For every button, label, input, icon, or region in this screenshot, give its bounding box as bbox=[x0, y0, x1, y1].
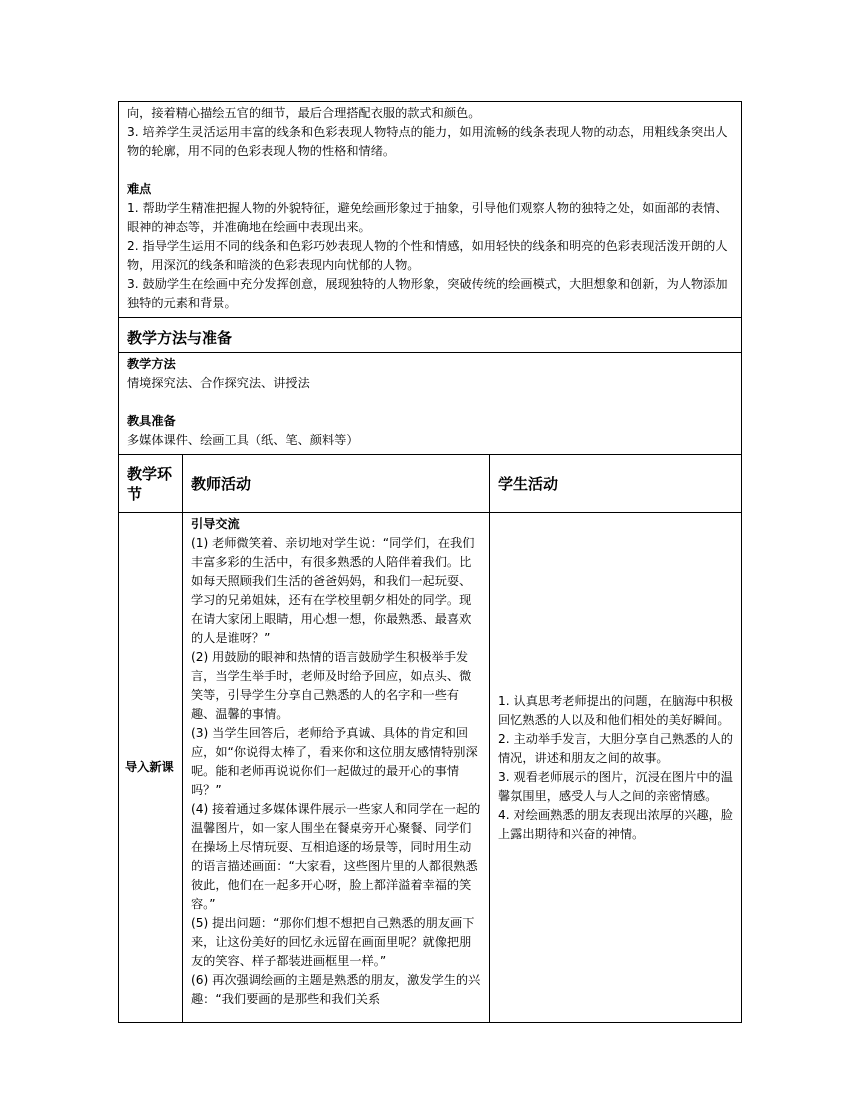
difficulty-item: 3. 鼓励学生在绘画中充分发挥创意，展现独特的人物形象，突破传统的绘画模式，大胆想象和创新，为人物添加独特的元素和背景。 bbox=[127, 277, 728, 310]
teacher-item: (2) 用鼓励的眼神和热情的语言鼓励学生积极举手发言，当学生举手时，老师及时给予回应，如点头、微笑等，引导学生分享自己熟悉的人的名字和一些有趣、温馨的事情。 bbox=[191, 650, 472, 721]
activity-row bbox=[119, 513, 742, 1023]
student-item: 4. 对绘画熟悉的朋友表现出浓厚的兴趣，脸上露出期待和兴奋的神情。 bbox=[498, 807, 733, 841]
objective-line: 向，接着精心描绘五官的细节，最后合理搭配衣服的款式和颜色。 bbox=[127, 106, 481, 120]
teacher-item: (1) 老师微笑着、亲切地对学生说：“同学们，在我们丰富多彩的生活中，有很多熟悉的人陪伴着我们。比如每天照顾我们生活的爸爸妈妈，和我们一起玩耍、学习的兄弟姐妹，还有在学校里朝夕相处的同学。现在请大家闭上眼睛，用心想一想，你最熟悉、最喜欢的人是谁呀？” bbox=[191, 536, 475, 645]
header-student: 学生活动 bbox=[490, 455, 742, 513]
methods-content-cell bbox=[119, 353, 742, 455]
teacher-heading: 引导交流 bbox=[191, 517, 240, 531]
objectives-difficulties-row bbox=[119, 102, 742, 318]
teacher-item: (5) 提出问题：“那你们想不想把自己熟悉的朋友画下来，让这份美好的回忆永远留在画面里呢？就像把朋友的笑容、样子都装进画框里一样。” bbox=[191, 916, 475, 968]
student-activity-cell bbox=[490, 513, 742, 1023]
header-stage: 教学环节 bbox=[119, 455, 183, 513]
difficulty-item: 1. 帮助学生精准把握人物的外貌特征，避免绘画形象过于抽象，引导他们观察人物的独特之处，如面部的表情、眼神的神态等，并准确地在绘画中表现出来。 bbox=[127, 201, 728, 234]
methods-heading: 教学方法 bbox=[127, 357, 176, 371]
section-title: 教学方法与准备 bbox=[119, 318, 742, 353]
methods-content-row bbox=[119, 353, 742, 455]
difficulties-heading: 难点 bbox=[127, 182, 152, 196]
student-item: 3. 观看老师展示的图片，沉浸在图片中的温馨氛围里，感受人与人之间的亲密情感。 bbox=[498, 769, 733, 803]
activity-header-row bbox=[119, 455, 742, 513]
student-item: 2. 主动举手发言，大胆分享自己熟悉的人的情况，讲述和朋友之间的故事。 bbox=[498, 731, 733, 765]
difficulty-item: 2. 指导学生运用不同的线条和色彩巧妙表现人物的个性和情感，如用轻快的线条和明亮的色彩表现活泼开朗的人物，用深沉的线条和暗淡的色彩表现内向忧郁的人物。 bbox=[127, 239, 728, 272]
objectives-continued bbox=[127, 104, 733, 313]
stage-cell: 导入新课 bbox=[119, 513, 183, 1023]
methods-title-row bbox=[119, 318, 742, 353]
lesson-plan-table bbox=[118, 101, 742, 1023]
teacher-item: (3) 当学生回答后，老师给予真诚、具体的肯定和回应，如“你说得太棒了，看来你和这位朋友感情特别深呢。能和老师再说说你们一起做过的最开心的事情吗？” bbox=[191, 726, 478, 797]
teacher-activity bbox=[183, 513, 489, 1022]
methods-text: 情境探究法、合作探究法、讲授法 bbox=[127, 376, 310, 390]
teacher-item: (6) 再次强调绘画的主题是熟悉的朋友，激发学生的兴趣：“我们要画的是那些和我们关系 bbox=[191, 973, 481, 1006]
lesson-plan-document bbox=[118, 101, 741, 1023]
tools-text: 多媒体课件、绘画工具（纸、笔、颜料等） bbox=[127, 433, 359, 447]
teacher-item: (4) 接着通过多媒体课件展示一些家人和同学在一起的温馨图片，如一家人围坐在餐桌旁开心聚餐、同学们在操场上尽情玩耍、互相追逐的场景等，同时用生动的语言描述画面：“大家看，这些图片里的人都很熟悉彼此，他们在一起多开心呀，脸上都洋溢着幸福的笑容。” bbox=[191, 802, 481, 911]
objectives-difficulties-cell bbox=[119, 102, 742, 318]
tools-heading: 教具准备 bbox=[127, 414, 176, 428]
teacher-activity-cell bbox=[183, 513, 490, 1023]
objective-line: 3. 培养学生灵活运用丰富的线条和色彩表现人物特点的能力，如用流畅的线条表现人物的动态，用粗线条突出人物的轮廓，用不同的色彩表现人物的性格和情绪。 bbox=[127, 125, 728, 158]
header-teacher: 教师活动 bbox=[183, 455, 490, 513]
student-item: 1. 认真思考老师提出的问题，在脑海中积极回忆熟悉的人以及和他们相处的美好瞬间。 bbox=[498, 693, 733, 727]
